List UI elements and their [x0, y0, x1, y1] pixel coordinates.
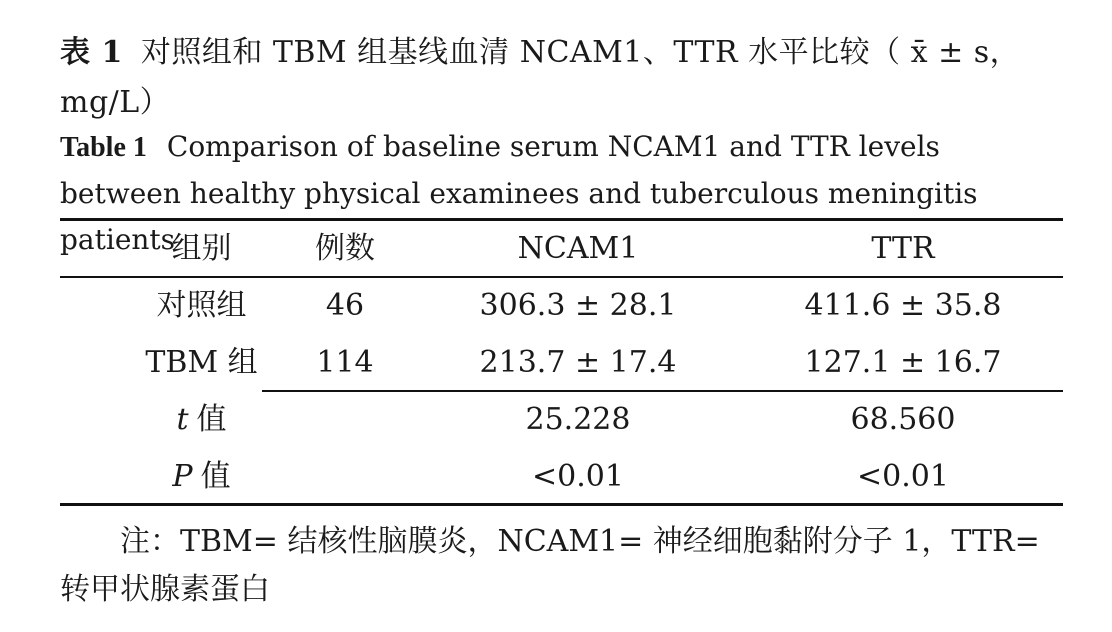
- t-label-text: 值: [196, 402, 227, 437]
- table-title-english: Comparison of baseline serum NCAM1 and TTR levels between healthy physical examinees and tuberculous meningitis patients: [60, 130, 978, 256]
- row-t-label: [60, 400, 343, 440]
- row-tbm-ttr: 127.1 ± 16.7: [804, 345, 1002, 380]
- p-symbol: P: [172, 459, 193, 494]
- top-rule: [60, 218, 1063, 221]
- row-tbm-group: TBM 组: [145, 345, 258, 380]
- row-tbm-ncam1: 213.7 ± 17.4: [479, 345, 677, 380]
- row-control-ttr: 411.6 ± 35.8: [804, 288, 1002, 323]
- footnote-text: 注：TBM= 结核性脑膜炎，NCAM1= 神经细胞黏附分子 1，TTR= 转甲状腺素蛋白: [60, 524, 1040, 607]
- bottom-rule: [60, 503, 1063, 506]
- header-ncam1: NCAM1: [517, 231, 639, 266]
- p-label-text: 值: [200, 459, 231, 494]
- header-group: 组别: [171, 231, 232, 266]
- table-label-english: Table 1: [60, 132, 147, 163]
- row-control-ncam1: 306.3 ± 28.1: [479, 288, 677, 323]
- table-footnote: [60, 518, 1063, 614]
- header-rule: [60, 276, 1063, 278]
- table-title-chinese: 对照组和 TBM 组基线血清 NCAM1、TTR 水平比较（ x̄ ± s，mg/L）: [60, 35, 1021, 120]
- row-t-ttr: 68.560: [850, 402, 956, 437]
- row-tbm-count: 114: [316, 345, 374, 380]
- group-divider-rule: [262, 390, 1063, 392]
- row-control-group: 对照组: [156, 288, 247, 323]
- table-label-chinese: 表 1: [60, 35, 123, 70]
- row-p-ttr: <0.01: [857, 459, 949, 494]
- row-p-ncam1: <0.01: [532, 459, 624, 494]
- header-count: 例数: [315, 231, 375, 266]
- table-caption-chinese: [60, 28, 1063, 128]
- row-control-count: 46: [325, 288, 365, 323]
- row-t-ncam1: 25.228: [525, 402, 631, 437]
- header-ttr: TTR: [871, 231, 935, 266]
- t-symbol: t: [176, 402, 189, 437]
- row-p-label: [60, 457, 343, 497]
